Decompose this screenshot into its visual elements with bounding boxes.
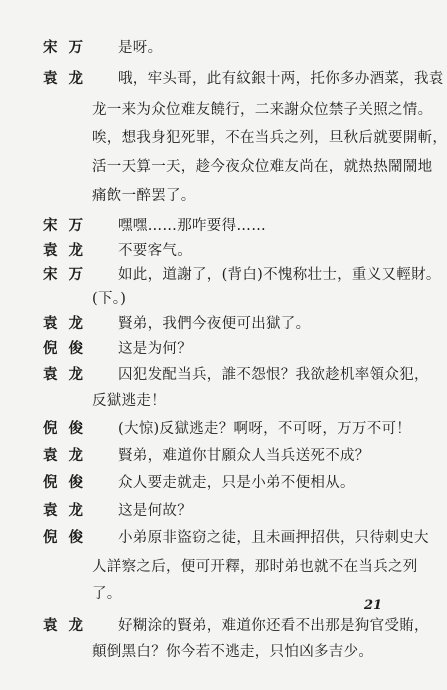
script-line (0, 614, 447, 638)
line-text: 反獄逃走！ (92, 393, 166, 409)
script-line (0, 98, 447, 122)
script-line (0, 363, 447, 387)
script-line (0, 417, 447, 441)
speaker-name: 袁龙 (43, 366, 94, 383)
line-text: 囚犯发配当兵，誰不怨恨？我欲趁机率領众犯， (118, 367, 429, 383)
speaker-name: 宋万 (43, 217, 94, 234)
speaker-name: 倪俊 (43, 420, 94, 437)
page-number: 21 (364, 598, 383, 613)
script-line (0, 499, 447, 523)
script-line (0, 555, 447, 579)
script-line (0, 312, 447, 336)
line-text: 这是何故？ (118, 503, 192, 519)
script-line (0, 36, 447, 60)
speaker-name: 倪俊 (43, 340, 94, 357)
speaker-name: 袁龙 (43, 447, 94, 464)
line-text: 不要客气。 (118, 243, 192, 259)
script-line (0, 263, 447, 287)
line-text: 是呀。 (118, 40, 163, 56)
line-text: (下。) (92, 291, 127, 307)
speaker-name: 袁龙 (43, 70, 94, 87)
script-line (0, 184, 447, 208)
script-line (0, 444, 447, 468)
line-text: 了。 (92, 586, 122, 602)
line-text: 痛飲一醉罢了。 (92, 188, 196, 204)
line-text: 哦，牢头哥，此有紋銀十两，托你多办酒菜，我袁 (118, 71, 444, 87)
script-line (0, 526, 447, 550)
script-line (0, 126, 447, 150)
line-text: 唉，想我身犯死罪，不在当兵之列，旦秋后就要開斬， (92, 130, 447, 146)
line-text: 賢弟，难道你甘願众人当兵送死不成？ (118, 448, 370, 464)
script-line (0, 155, 447, 179)
line-text: 嘿嘿……那咋要得…… (118, 218, 266, 234)
script-line (0, 337, 447, 361)
line-text: 賢弟，我們今夜便可出獄了。 (118, 316, 311, 332)
speaker-name: 袁龙 (43, 617, 94, 634)
script-line (0, 471, 447, 495)
script-line (0, 640, 447, 664)
line-text: 如此，道謝了，(背白)不愧称壮士，重义又輕財。 (118, 267, 441, 283)
line-text: 众人要走就走，只是小弟不便相从。 (118, 475, 355, 491)
speaker-name: 倪俊 (43, 529, 94, 546)
line-text: (大惊)反獄逃走？啊呀，不可呀，万万不可！ (118, 421, 412, 437)
speaker-name: 宋万 (43, 39, 94, 56)
script-line (0, 239, 447, 263)
line-text: 顛倒黑白？你今若不逃走，只怕凶多吉少。 (92, 644, 374, 660)
script-line (0, 287, 447, 311)
script-line (0, 389, 447, 413)
speaker-name: 袁龙 (43, 502, 94, 519)
speaker-name: 袁龙 (43, 242, 94, 259)
line-text: 小弟原非盜窃之徒，且未画押招供，只待刺史大 (118, 530, 429, 546)
speaker-name: 宋万 (43, 266, 94, 283)
script-line (0, 214, 447, 238)
line-text: 活一天算一天，趁今夜众位难友尚在，就热热鬧鬧地 (92, 159, 433, 175)
script-line (0, 67, 447, 91)
line-text: 龙一来为众位难友饒行，二来謝众位禁子关照之情。 (92, 102, 433, 118)
speaker-name: 袁龙 (43, 315, 94, 332)
line-text: 好糊涂的賢弟，难道你还看不出那是狗官受賄， (118, 618, 429, 634)
line-text: 人詳察之后，便可开釋，那时弟也就不在当兵之列 (92, 559, 418, 575)
line-text: 这是为何？ (118, 341, 192, 357)
speaker-name: 倪俊 (43, 474, 94, 491)
